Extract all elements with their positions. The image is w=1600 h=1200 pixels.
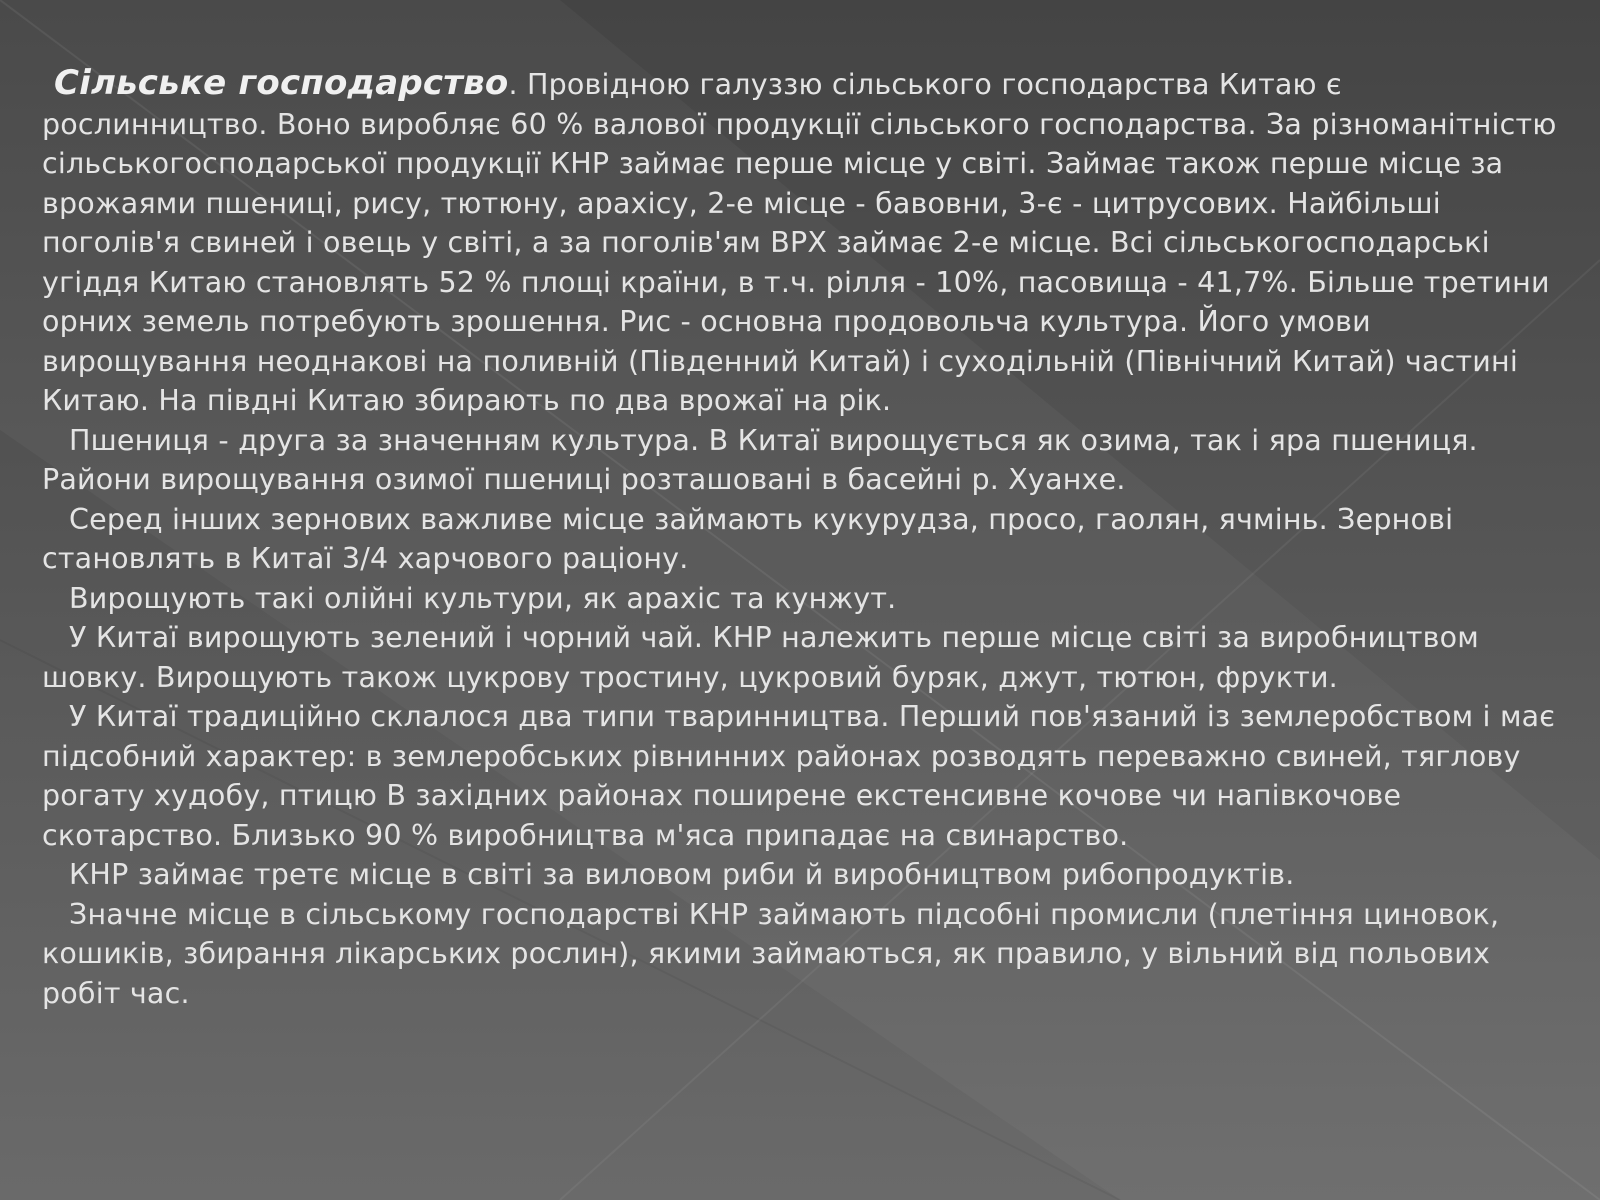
paragraph-oil-crops: Вирощують такі олійні культури, як арахіс та кунжут. [69,581,897,615]
lead-paragraph [42,64,1562,421]
lead-text: . Провідною галуззю сільського господарства Китаю є рослинництво. Воно виробляє 60 % валової продукції сільського господарства. За різноманітністю сільськогосподарської продукції КНР займає перше місце у світі. Займає також перше місце за врожаями пшениці, рису, тютюну, арахісу, 2-е місце - бавовни, 3-є - цитрусових. Найбільші поголів'я свиней і овець у світі, а за поголів'ям ВРХ займає 2-е місце. Всі сільськогосподарські угіддя Китаю становлять 52 % площі країни, в т.ч. рілля - 10%, пасовища - 41,7%. Більше третини орних земель потребують зрошення. Рис - основна продовольча культура. Його умови вирощування неоднакові на поливній (Південний Китай) і суходільній (Північний Китай) частині Китаю. На півдні Китаю збирають по два врожаї на рік. [42,68,1557,417]
paragraph-wheat: Пшениця - друга за значенням культура. В Китаї вирощується як озима, так і яра пшениця. Райони вирощування озимої пшениці розташовані в басейні р. Хуанхе. [42,423,1478,496]
paragraph-fishing: КНР займає третє місце в світі за виловом риби й виробництвом рибопродуктів. [69,858,1295,891]
paragraph-grains: Серед інших зернових важливе місце займають кукурудза, просо, гаолян, ячмінь. Зернові становлять в Китаї 3/4 харчового раціону. [42,502,1454,575]
paragraph-livestock: У Китаї традиційно склалося два типи тваринництва. Перший пов'язаний із землеробством і має підсобний характер: в землеробських рівнинних районах розводять переважно свиней, тяглову рогату худобу, птицю В західних районах поширене екстенсивне кочове чи напівкочове скотарство. Близько 90 % виробництва м'яса припадає на свинарство. [42,700,1556,852]
section-title: Сільське господарство [54,63,509,103]
slide-body [42,64,1562,1013]
paragraph-tea-silk: У Китаї вирощують зелений і чорний чай. КНР належить перше місце світі за виробництвом шовку. Вирощують також цукрову тростину, цукровий буряк, джут, тютюн, фрукти. [42,621,1480,694]
paragraph-crafts: Значне місце в сільському господарстві КНР займають підсобні промисли (плетіння циновок, кошиків, збирання лікарських рослин), якими займаються, як правило, у вільний від польових робіт час. [42,897,1500,1010]
